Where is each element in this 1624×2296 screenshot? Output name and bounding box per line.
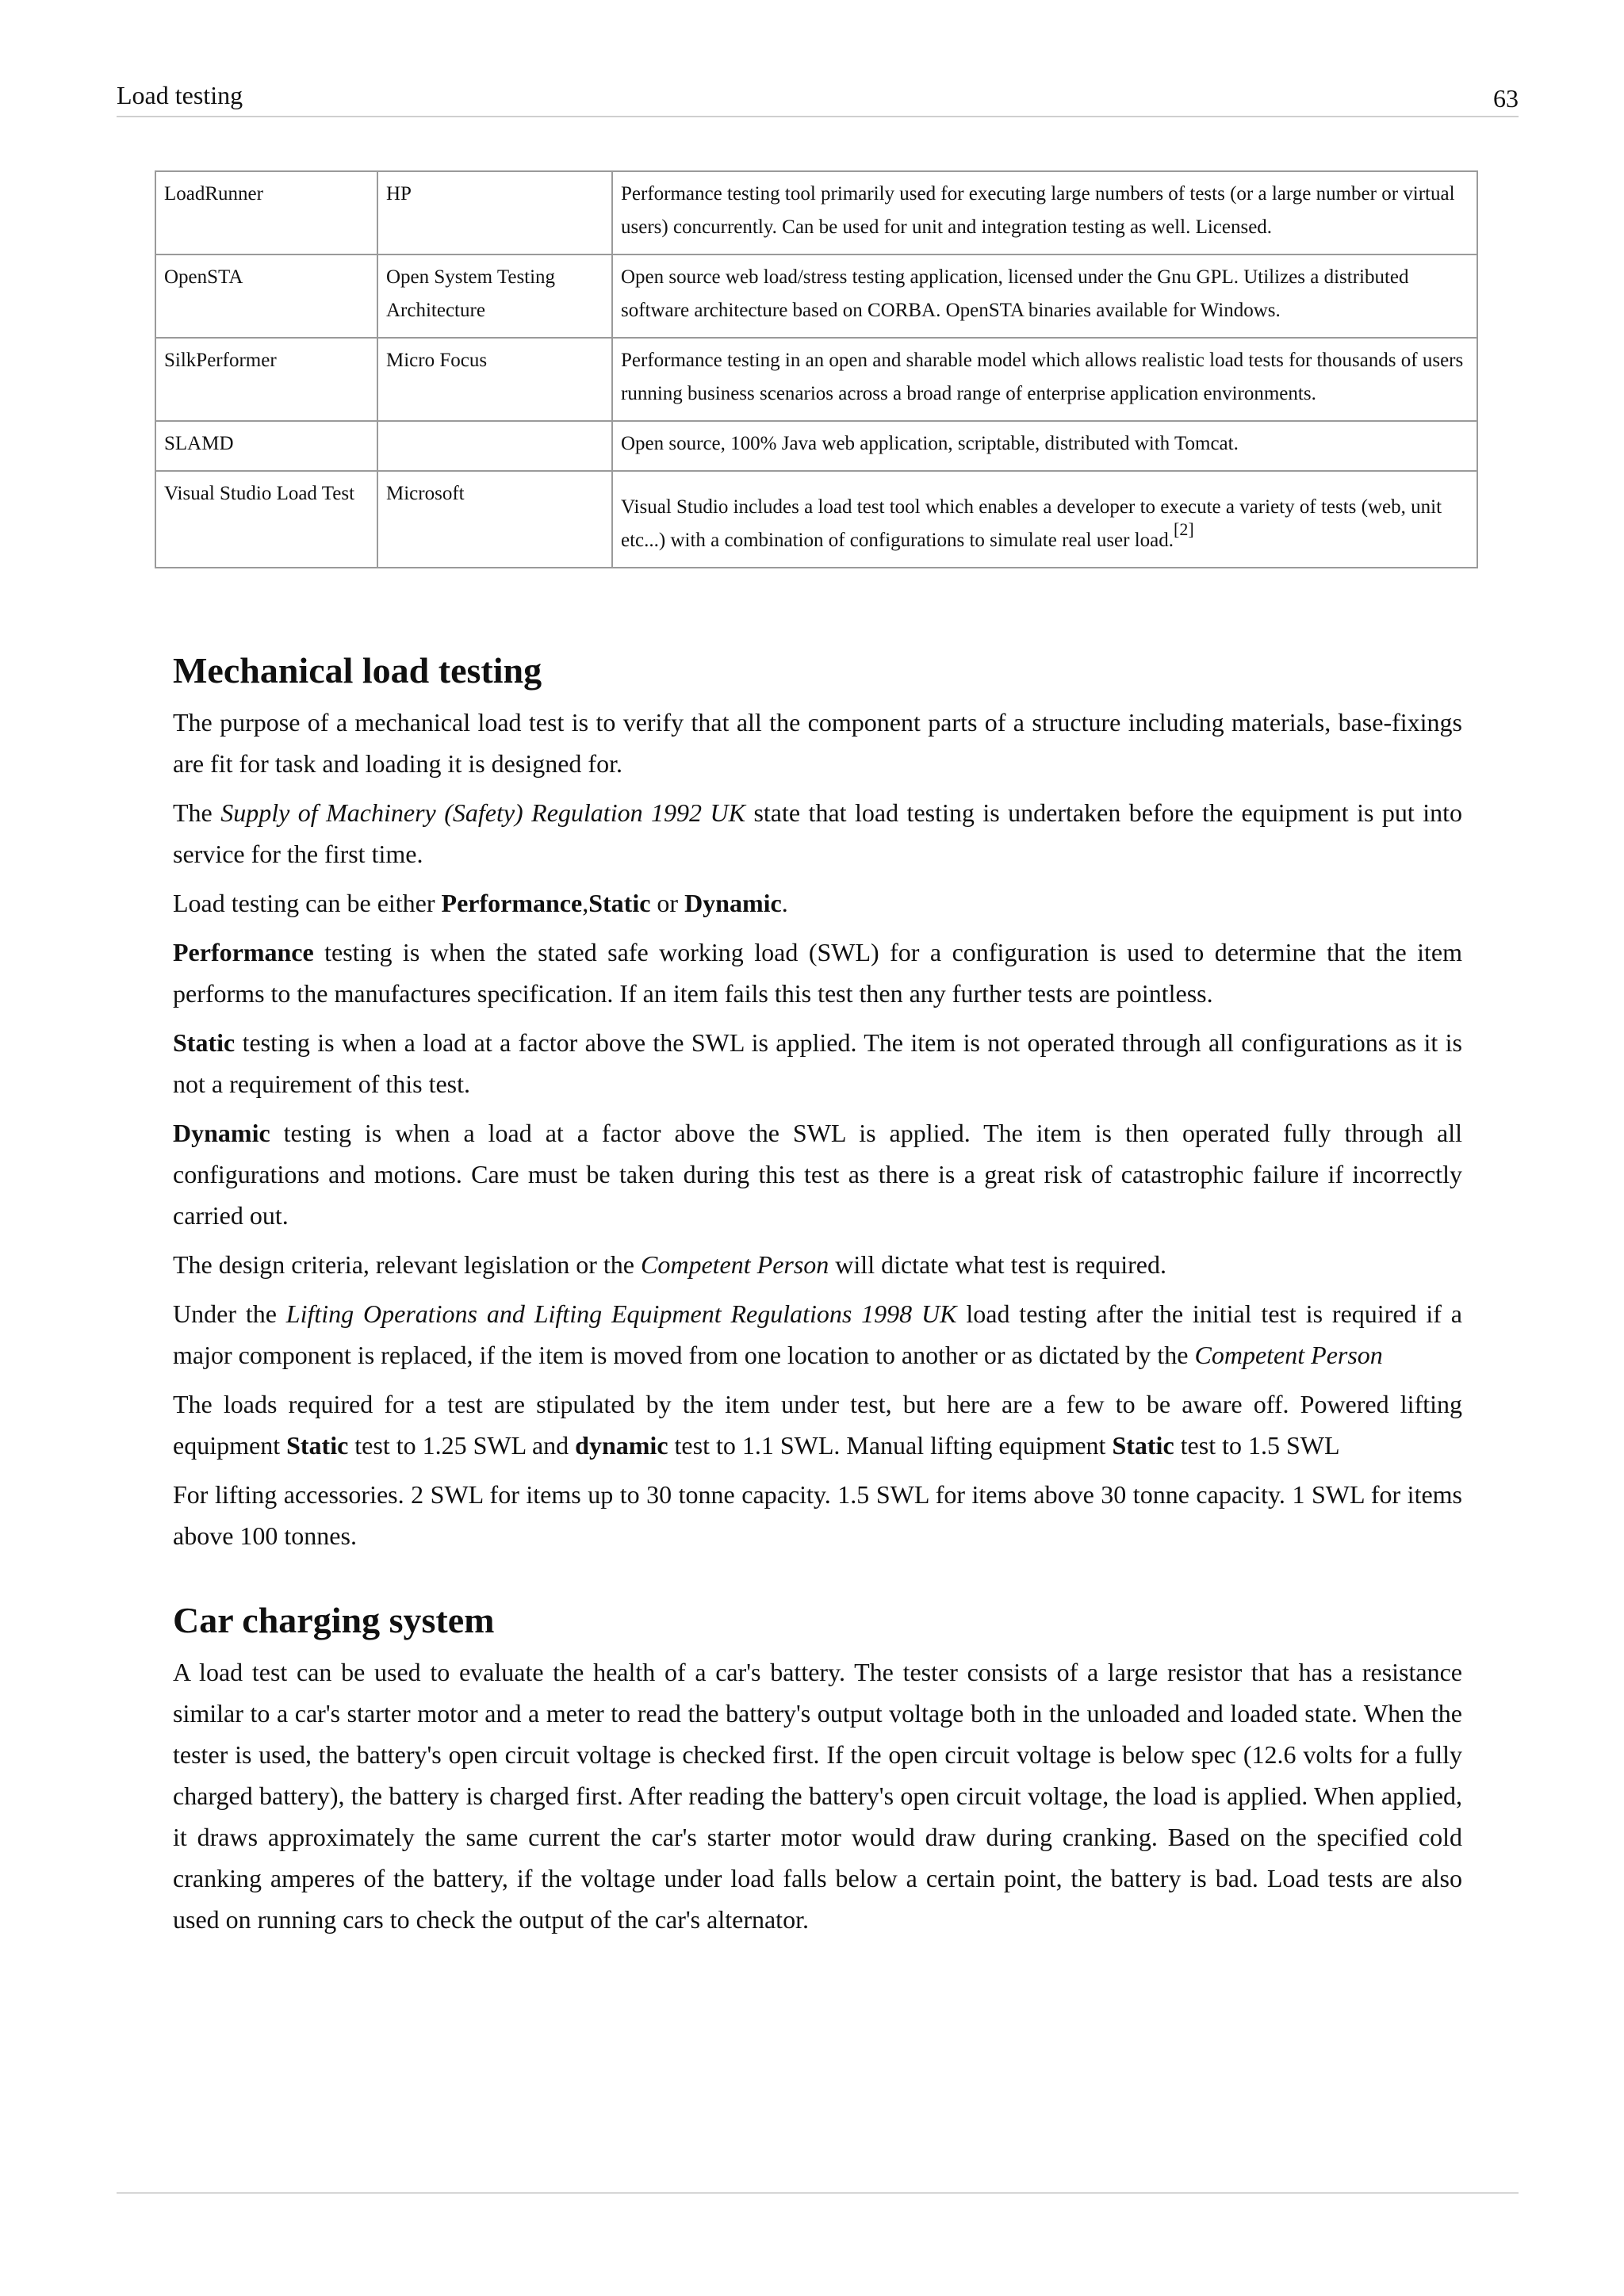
tool-description-text: Visual Studio includes a load test tool which enables a developer to execute a variety of tests (web, unit etc...) with a combination of configurations to simulate real user load. [621, 496, 1442, 551]
paragraph [173, 1112, 1462, 1236]
italic-text: Supply of Machinery (Safety) Regulation 1992 UK [220, 798, 745, 827]
paragraph [173, 882, 1462, 924]
bold-text: Performance [173, 938, 314, 966]
paragraph [173, 792, 1462, 874]
tool-description: Open source, 100% Java web application, scriptable, distributed with Tomcat. [612, 421, 1477, 471]
text-run: testing is when a load at a factor above the SWL is applied. The item is then operated fully through all configurations and motions. Care must be taken during this test as there is a great risk of catastrophic failure if incorrectly carried out. [173, 1119, 1462, 1230]
paragraph [173, 1022, 1462, 1104]
paragraph: A load test can be used to evaluate the health of a car's battery. The tester consists of a large resistor that has a resistance similar to a car's starter motor and a meter to read the battery's output voltage both in the unloaded and loaded state. When the tester is used, the battery's open circuit voltage is checked first. If the open circuit voltage is below spec (12.6 volts for a fully charged battery), the battery is charged first. After reading the battery's open circuit voltage, the load is applied. When applied, it draws approximately the same current the car's starter motor would draw during cranking. Based on the specified cold cranking amperes of the battery, if the voltage under load falls below a certain point, the battery is bad. Load tests are also used on running cars to check the output of the car's alternator. [173, 1658, 1462, 1934]
table-row [155, 338, 1477, 421]
page-header [117, 78, 1519, 117]
paragraph [173, 1293, 1462, 1376]
text-run: test to 1.1 SWL. Manual lifting equipment [668, 1431, 1113, 1460]
bold-text: Dynamic [173, 1119, 270, 1147]
tool-vendor: Microsoft [377, 471, 612, 568]
text-run: testing is when the stated safe working load (SWL) for a configuration is used to determine that the item performs to the manufactures specification. If an item fails this test then any further tests are pointless. [173, 938, 1462, 1008]
bold-text: Dynamic [684, 889, 782, 917]
paragraph [173, 1244, 1462, 1285]
paragraph: The purpose of a mechanical load test is to verify that all the component parts of a structure including materials, base-fixings are fit for task and loading it is designed for. [173, 708, 1462, 778]
text-run: The [173, 798, 221, 827]
article-body [173, 646, 1462, 1948]
paragraph [173, 1383, 1462, 1466]
table-row [155, 171, 1477, 254]
tool-description: Open source web load/stress testing application, licensed under the Gnu GPL. Utilizes a distributed software architecture based on CORBA. OpenSTA binaries available for Windows. [612, 254, 1477, 338]
tool-vendor [377, 421, 612, 471]
page-number: 63 [1493, 84, 1519, 113]
table-row [155, 471, 1477, 568]
tool-name: OpenSTA [155, 254, 377, 338]
bold-text: Static [173, 1028, 236, 1057]
text-run: test to 1.25 SWL and [348, 1431, 576, 1460]
text-run: Load testing can be either [173, 889, 442, 917]
running-title: Load testing [117, 81, 243, 109]
tool-name: LoadRunner [155, 171, 377, 254]
text-run: , [582, 889, 589, 917]
text-run: state that load testing is undertaken before the equipment is put into service for the first time. [173, 798, 1463, 868]
text-run: . [781, 889, 788, 917]
text-run: test to 1.5 SWL [1174, 1431, 1340, 1460]
tool-description: Performance testing in an open and sharable model which allows realistic load tests for thousands of users running business scenarios across a broad range of enterprise application environments. [612, 338, 1477, 421]
paragraph: For lifting accessories. 2 SWL for items up to 30 tonne capacity. 1.5 SWL for items above 30 tonne capacity. 1 SWL for items above 100 tonnes. [173, 1480, 1462, 1550]
table-row [155, 254, 1477, 338]
paragraph [173, 932, 1462, 1014]
bold-text: Static [286, 1431, 349, 1460]
text-run: load testing after the initial test is required if a major component is replaced, if the item is moved from one location to another or as dictated by the [173, 1299, 1462, 1369]
bold-text: Static [1112, 1431, 1174, 1460]
text-run: or [650, 889, 685, 917]
tool-name: SLAMD [155, 421, 377, 471]
text-run: will dictate what test is required. [829, 1250, 1166, 1279]
section-heading-mechanical: Mechanical load testing [173, 650, 542, 691]
italic-text: Competent Person [641, 1250, 829, 1279]
tool-vendor: HP [377, 171, 612, 254]
table-row [155, 421, 1477, 471]
bold-text: Static [588, 889, 651, 917]
section-heading-car-charging: Car charging system [173, 1600, 495, 1640]
tool-vendor: Micro Focus [377, 338, 612, 421]
text-run: The design criteria, relevant legislation or the [173, 1250, 641, 1279]
load-testing-tools-table [155, 170, 1478, 568]
tool-vendor: Open System Testing Architecture [377, 254, 612, 338]
text-run: testing is when a load at a factor above the SWL is applied. The item is not operated through all configurations as it is not a requirement of this test. [173, 1028, 1462, 1098]
bold-text: Performance [441, 889, 583, 917]
reference-link[interactable]: [2] [1174, 519, 1194, 539]
italic-text: Lifting Operations and Lifting Equipment Regulations 1998 UK [285, 1299, 957, 1328]
tool-name: Visual Studio Load Test [155, 471, 377, 568]
footer-divider [117, 2192, 1519, 2194]
italic-text: Competent Person [1194, 1341, 1383, 1369]
tool-description [612, 471, 1477, 568]
text-run: The loads required for a test are stipulated by the item under test, but here are a few to be aware off. Powered lifting equipment [173, 1390, 1462, 1460]
tool-description: Performance testing tool primarily used for executing large numbers of tests (or a large number or virtual users) concurrently. Can be used for unit and integration testing as well. Licensed. [612, 171, 1477, 254]
bold-text: dynamic [575, 1431, 668, 1460]
text-run: Under the [173, 1299, 286, 1328]
tool-name: SilkPerformer [155, 338, 377, 421]
